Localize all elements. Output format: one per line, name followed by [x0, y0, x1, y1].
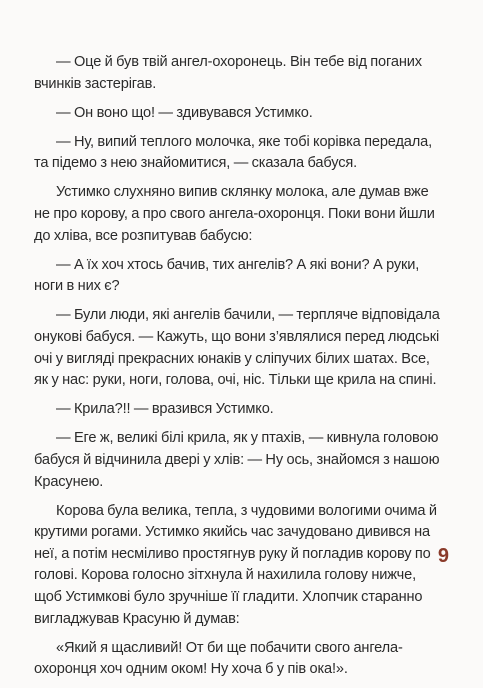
- paragraph: — Он воно що! — здивувався Устимко.: [56, 104, 313, 121]
- paragraph: Корова була велика, тепла, з чудовими вологими очима й крутими рогами. Устимко якийсь час зачудовано дивився на неї, а потім несміливо простягнув руку й погладив корову по голові. Корова голосно зітхнула й нахилила голову нижче, щоб Устимкові було зручніше її гладити. Хлопчик старанно вигладжував Красуню й думав:: [34, 502, 437, 627]
- paragraph: — Крила?!! — вразився Устимко.: [56, 401, 274, 418]
- paragraph: «Який я щасливий! От би ще побачити свого ангела-охоронця хоч одним оком! Ну хоча б у пів ока!».: [34, 639, 403, 678]
- page-body-text: [34, 52, 444, 688]
- paragraph: — Ну, випий теплого молочка, яке тобі корівка передала, та підемо з нею знайомитися, — сказала бабуся.: [34, 133, 433, 172]
- paragraph: Устимко слухняно випив склянку молока, але думав вже не про корову, а про свого ангела-охоронця. Поки вони йшли до хліва, все розпитував бабусю:: [34, 184, 435, 244]
- paragraph: — Були люди, які ангелів бачили, — терпляче відповідала онукові бабуся. — Кажуть, що вони з’являлися перед людські очі у вигляді прекрасних юнаків у сліпучих білих шатах. Все, як у нас: руки, ноги, голова, очі, ніс. Тільки ще крила на спині.: [34, 307, 440, 389]
- paragraph: — Оце й був твій ангел-охоронець. Він тебе від поганих вчинків застерігав.: [34, 54, 422, 92]
- paragraph: — Еге ж, великі білі крила, як у птахів, — кивнула головою бабуся й відчинила двері у хлів: — Ну ось, знайомся з нашою Красунею.: [34, 430, 440, 490]
- page-number: 9: [437, 545, 449, 567]
- paragraph: — А їх хоч хтось бачив, тих ангелів? А які вони? А руки, ноги в них є?: [34, 256, 420, 295]
